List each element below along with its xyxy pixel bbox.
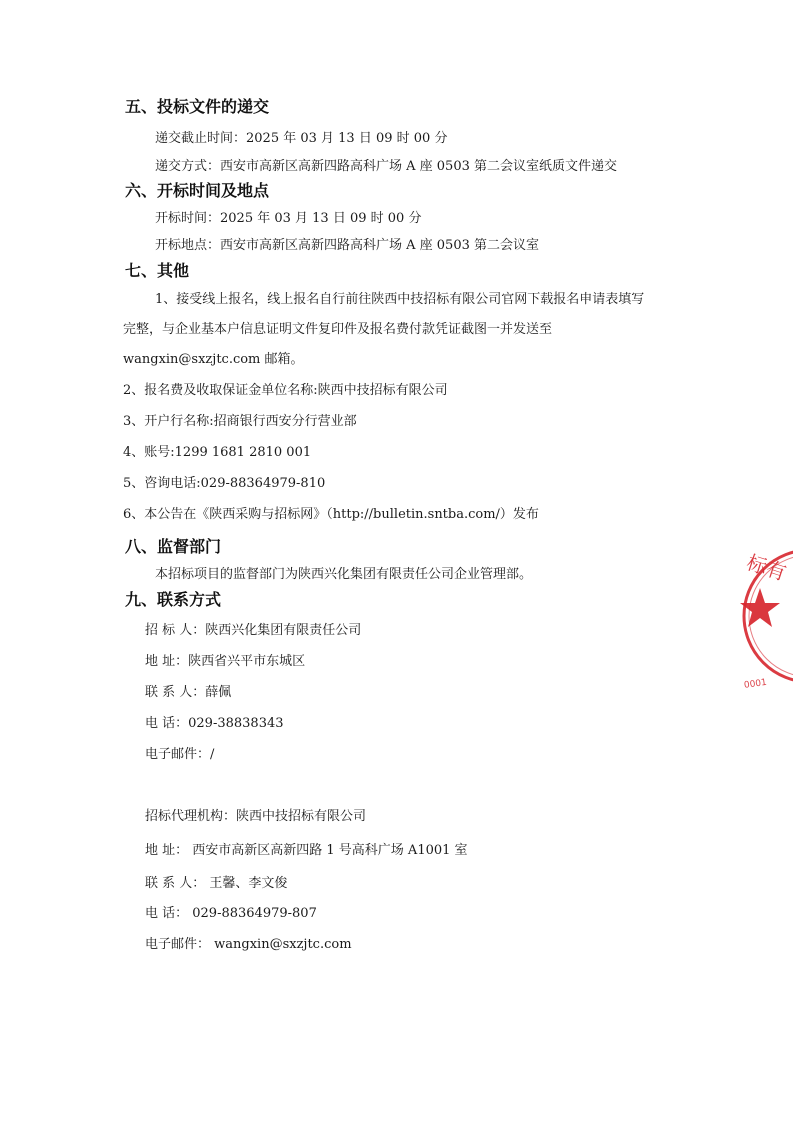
seal-star-icon [738,538,793,698]
seal-top-text: 标有 [743,550,790,586]
tenderer-email: 电子邮件：/ [145,747,215,762]
other-item-1-line-3: wangxin@sxzjtc.com 邮箱。 [123,352,304,367]
supervision-text: 本招标项目的监督部门为陕西兴化集团有限责任公司企业管理部。 [155,567,533,582]
other-item-6: 6、本公告在《陕西采购与招标网》（http://bulletin.sntba.com/）发布 [123,507,539,522]
tenderer-address: 地 址：陕西省兴平市东城区 [145,654,306,669]
agency-contact: 联 系 人： 王馨、李文俊 [145,876,288,891]
other-item-2: 2、报名费及收取保证金单位名称:陕西中技招标有限公司 [123,383,448,398]
other-item-3: 3、开户行名称:招商银行西安分行营业部 [123,414,357,429]
opening-place: 开标地点：西安市高新区高新四路高科广场 A 座 0503 第二会议室 [155,238,540,253]
submission-deadline: 递交截止时间：2025 年 03 月 13 日 09 时 00 分 [155,131,448,146]
tenderer-contact: 联 系 人：薛佩 [145,685,232,700]
section-8-heading: 八、监督部门 [125,537,222,556]
seal-bottom-text: 0001 [743,677,768,691]
section-6-heading: 六、开标时间及地点 [125,181,270,200]
agency-address: 地 址： 西安市高新区高新四路 1 号高科广场 A1001 室 [145,843,468,858]
section-9-heading: 九、联系方式 [125,590,222,609]
submission-method: 递交方式：西安市高新区高新四路高科广场 A 座 0503 第二会议室纸质文件递交 [155,159,618,174]
other-item-1-line-1: 1、接受线上报名，线上报名自行前往陕西中技招标有限公司官网下载报名申请表填写 [155,292,645,307]
other-item-1-line-2: 完整，与企业基本户信息证明文件复印件及报名费付款凭证截图一并发送至 [123,322,553,337]
section-7-heading: 七、其他 [125,261,190,280]
tenderer-phone: 电 话：029-38838343 [145,716,284,731]
company-seal [738,538,793,698]
other-item-4: 4、账号:1299 1681 2810 001 [123,445,312,460]
other-item-5: 5、咨询电话:029-88364979-810 [123,476,326,491]
agency-name: 招标代理机构：陕西中技招标有限公司 [145,809,367,824]
section-5-heading: 五、投标文件的递交 [125,97,270,116]
tenderer-name: 招 标 人：陕西兴化集团有限责任公司 [145,623,362,638]
opening-time: 开标时间：2025 年 03 月 13 日 09 时 00 分 [155,211,422,226]
agency-phone: 电 话： 029-88364979-807 [145,906,317,921]
agency-email: 电子邮件： wangxin@sxzjtc.com [145,937,352,952]
